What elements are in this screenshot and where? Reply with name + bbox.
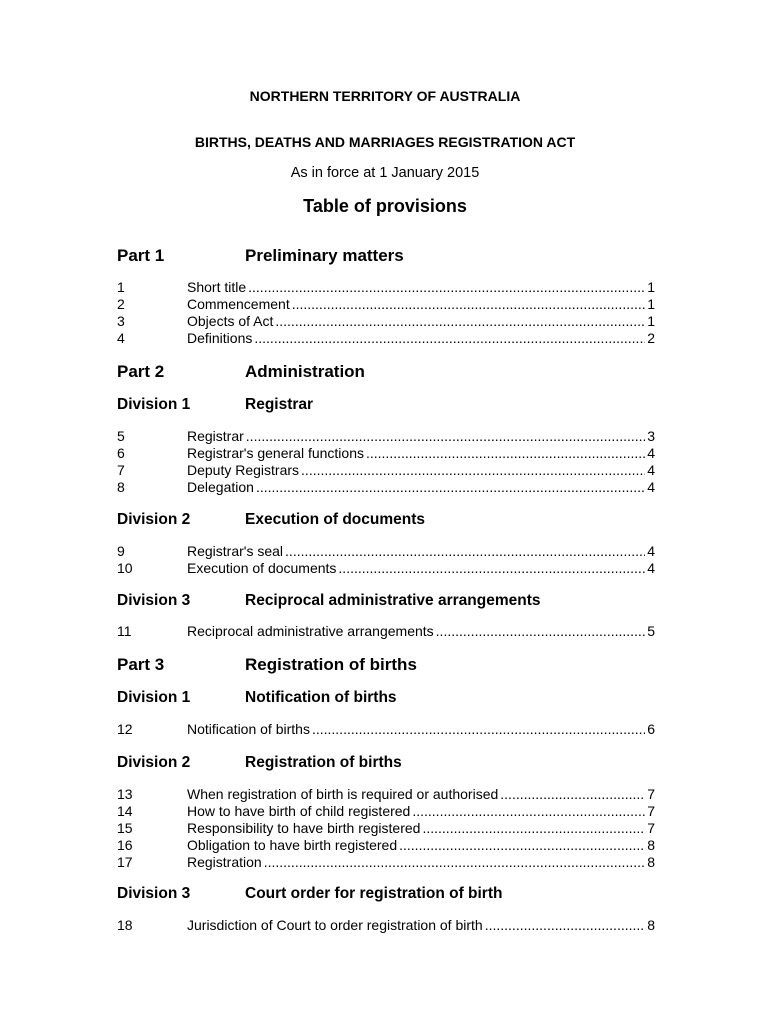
dot-leader	[246, 428, 645, 445]
section-title: Short title	[187, 279, 247, 295]
section-number: 3	[117, 313, 125, 329]
dot-leader	[264, 854, 646, 871]
section-number: 12	[117, 721, 133, 737]
toc-entry[interactable]	[117, 330, 655, 347]
section-title: Objects of Act	[187, 313, 274, 329]
dot-leader	[248, 279, 645, 296]
toc-entry[interactable]	[117, 445, 655, 462]
section-title: Registrar's general functions	[187, 445, 364, 461]
section-number: 6	[117, 445, 125, 461]
page-number: 8	[647, 917, 655, 933]
page-number: 8	[647, 854, 655, 870]
page-number: 1	[647, 296, 655, 312]
toc-entry[interactable]	[117, 279, 655, 296]
division-number: Division 3	[117, 885, 191, 902]
division-title: Reciprocal administrative arrangements	[245, 592, 541, 609]
section-number: 7	[117, 462, 125, 478]
division-title: Court order for registration of birth	[245, 885, 503, 902]
part-title: Preliminary matters	[245, 246, 404, 265]
section-title: Registrar	[187, 428, 244, 444]
division-number: Division 1	[117, 396, 191, 413]
part-title: Registration of births	[245, 655, 417, 674]
section-title: How to have birth of child registered	[187, 803, 411, 819]
section-title: Commencement	[187, 296, 290, 312]
dot-leader	[301, 462, 645, 479]
page-number: 2	[647, 330, 655, 346]
page-number: 4	[647, 462, 655, 478]
section-title: Execution of documents	[187, 560, 337, 576]
section-title: Delegation	[187, 479, 254, 495]
page-number: 4	[647, 560, 655, 576]
section-number: 17	[117, 854, 133, 870]
toc-entry[interactable]	[117, 917, 655, 934]
page-number: 5	[647, 623, 655, 639]
section-title: Reciprocal administrative arrangements	[187, 623, 434, 639]
dot-leader	[254, 330, 645, 347]
dot-leader	[338, 560, 645, 577]
page-number: 8	[647, 837, 655, 853]
division-title: Registration of births	[245, 754, 402, 771]
toc-entry[interactable]	[117, 721, 655, 738]
dot-leader	[366, 445, 645, 462]
section-title: Registration	[187, 854, 262, 870]
division-number: Division 1	[117, 689, 191, 706]
dot-leader	[256, 479, 645, 496]
section-title: Responsibility to have birth registered	[187, 820, 421, 836]
dot-leader	[399, 837, 645, 854]
toc-title: Table of provisions	[303, 196, 467, 216]
page-number: 4	[647, 445, 655, 461]
toc-entry[interactable]	[117, 786, 655, 803]
toc-entry[interactable]	[117, 820, 655, 837]
section-title: Notification of births	[187, 721, 310, 737]
toc-entry[interactable]	[117, 479, 655, 496]
section-title: Deputy Registrars	[187, 462, 300, 478]
section-title: Jurisdiction of Court to order registration of birth	[187, 917, 483, 933]
section-number: 4	[117, 330, 125, 346]
page-number: 4	[647, 543, 655, 559]
jurisdiction-heading: NORTHERN TERRITORY OF AUSTRALIA	[249, 88, 521, 104]
in-force-date: As in force at 1 January 2015	[290, 165, 480, 181]
section-number: 10	[117, 560, 133, 576]
toc-entry[interactable]	[117, 462, 655, 479]
section-number: 16	[117, 837, 133, 853]
dot-leader	[500, 786, 645, 803]
division-number: Division 3	[117, 592, 191, 609]
dot-leader	[312, 721, 645, 738]
section-number: 1	[117, 279, 125, 295]
section-number: 11	[117, 623, 132, 639]
page-number: 7	[647, 786, 655, 802]
division-number: Division 2	[117, 754, 191, 771]
toc-entry[interactable]	[117, 428, 655, 445]
division-title: Notification of births	[245, 689, 397, 706]
dot-leader	[436, 623, 646, 640]
toc-entry[interactable]	[117, 296, 655, 313]
dot-leader	[412, 803, 645, 820]
part-number: Part 1	[117, 246, 165, 265]
page-number: 6	[647, 721, 655, 737]
toc-entry[interactable]	[117, 803, 655, 820]
section-number: 18	[117, 917, 133, 933]
part-number: Part 2	[117, 362, 165, 381]
page-number: 3	[647, 428, 655, 444]
section-number: 2	[117, 296, 125, 312]
page-number: 1	[647, 279, 655, 295]
section-number: 14	[117, 803, 133, 819]
dot-leader	[292, 296, 646, 313]
dot-leader	[285, 543, 645, 560]
page-number: 7	[647, 820, 655, 836]
part-number: Part 3	[117, 655, 165, 674]
dot-leader	[485, 917, 646, 934]
section-title: When registration of birth is required or authorised	[187, 786, 499, 802]
act-title: BIRTHS, DEATHS AND MARRIAGES REGISTRATION ACT	[194, 134, 576, 150]
section-title: Registrar's seal	[187, 543, 284, 559]
toc-entry[interactable]	[117, 560, 655, 577]
part-title: Administration	[245, 362, 365, 381]
section-number: 5	[117, 428, 125, 444]
section-number: 9	[117, 543, 125, 559]
section-title: Obligation to have birth registered	[187, 837, 398, 853]
toc-entry[interactable]	[117, 837, 655, 854]
page-number: 1	[647, 313, 655, 329]
section-number: 8	[117, 479, 125, 495]
section-number: 13	[117, 786, 133, 802]
dot-leader	[275, 313, 645, 330]
toc-entry[interactable]	[117, 313, 655, 330]
division-number: Division 2	[117, 511, 191, 528]
toc-entry[interactable]	[117, 854, 655, 871]
toc-entry[interactable]	[117, 543, 655, 560]
section-title: Definitions	[187, 330, 253, 346]
division-title: Registrar	[245, 396, 314, 413]
section-number: 15	[117, 820, 133, 836]
toc-entry[interactable]	[117, 623, 655, 640]
division-title: Execution of documents	[245, 511, 425, 528]
page-number: 4	[647, 479, 655, 495]
page-number: 7	[647, 803, 655, 819]
dot-leader	[422, 820, 645, 837]
